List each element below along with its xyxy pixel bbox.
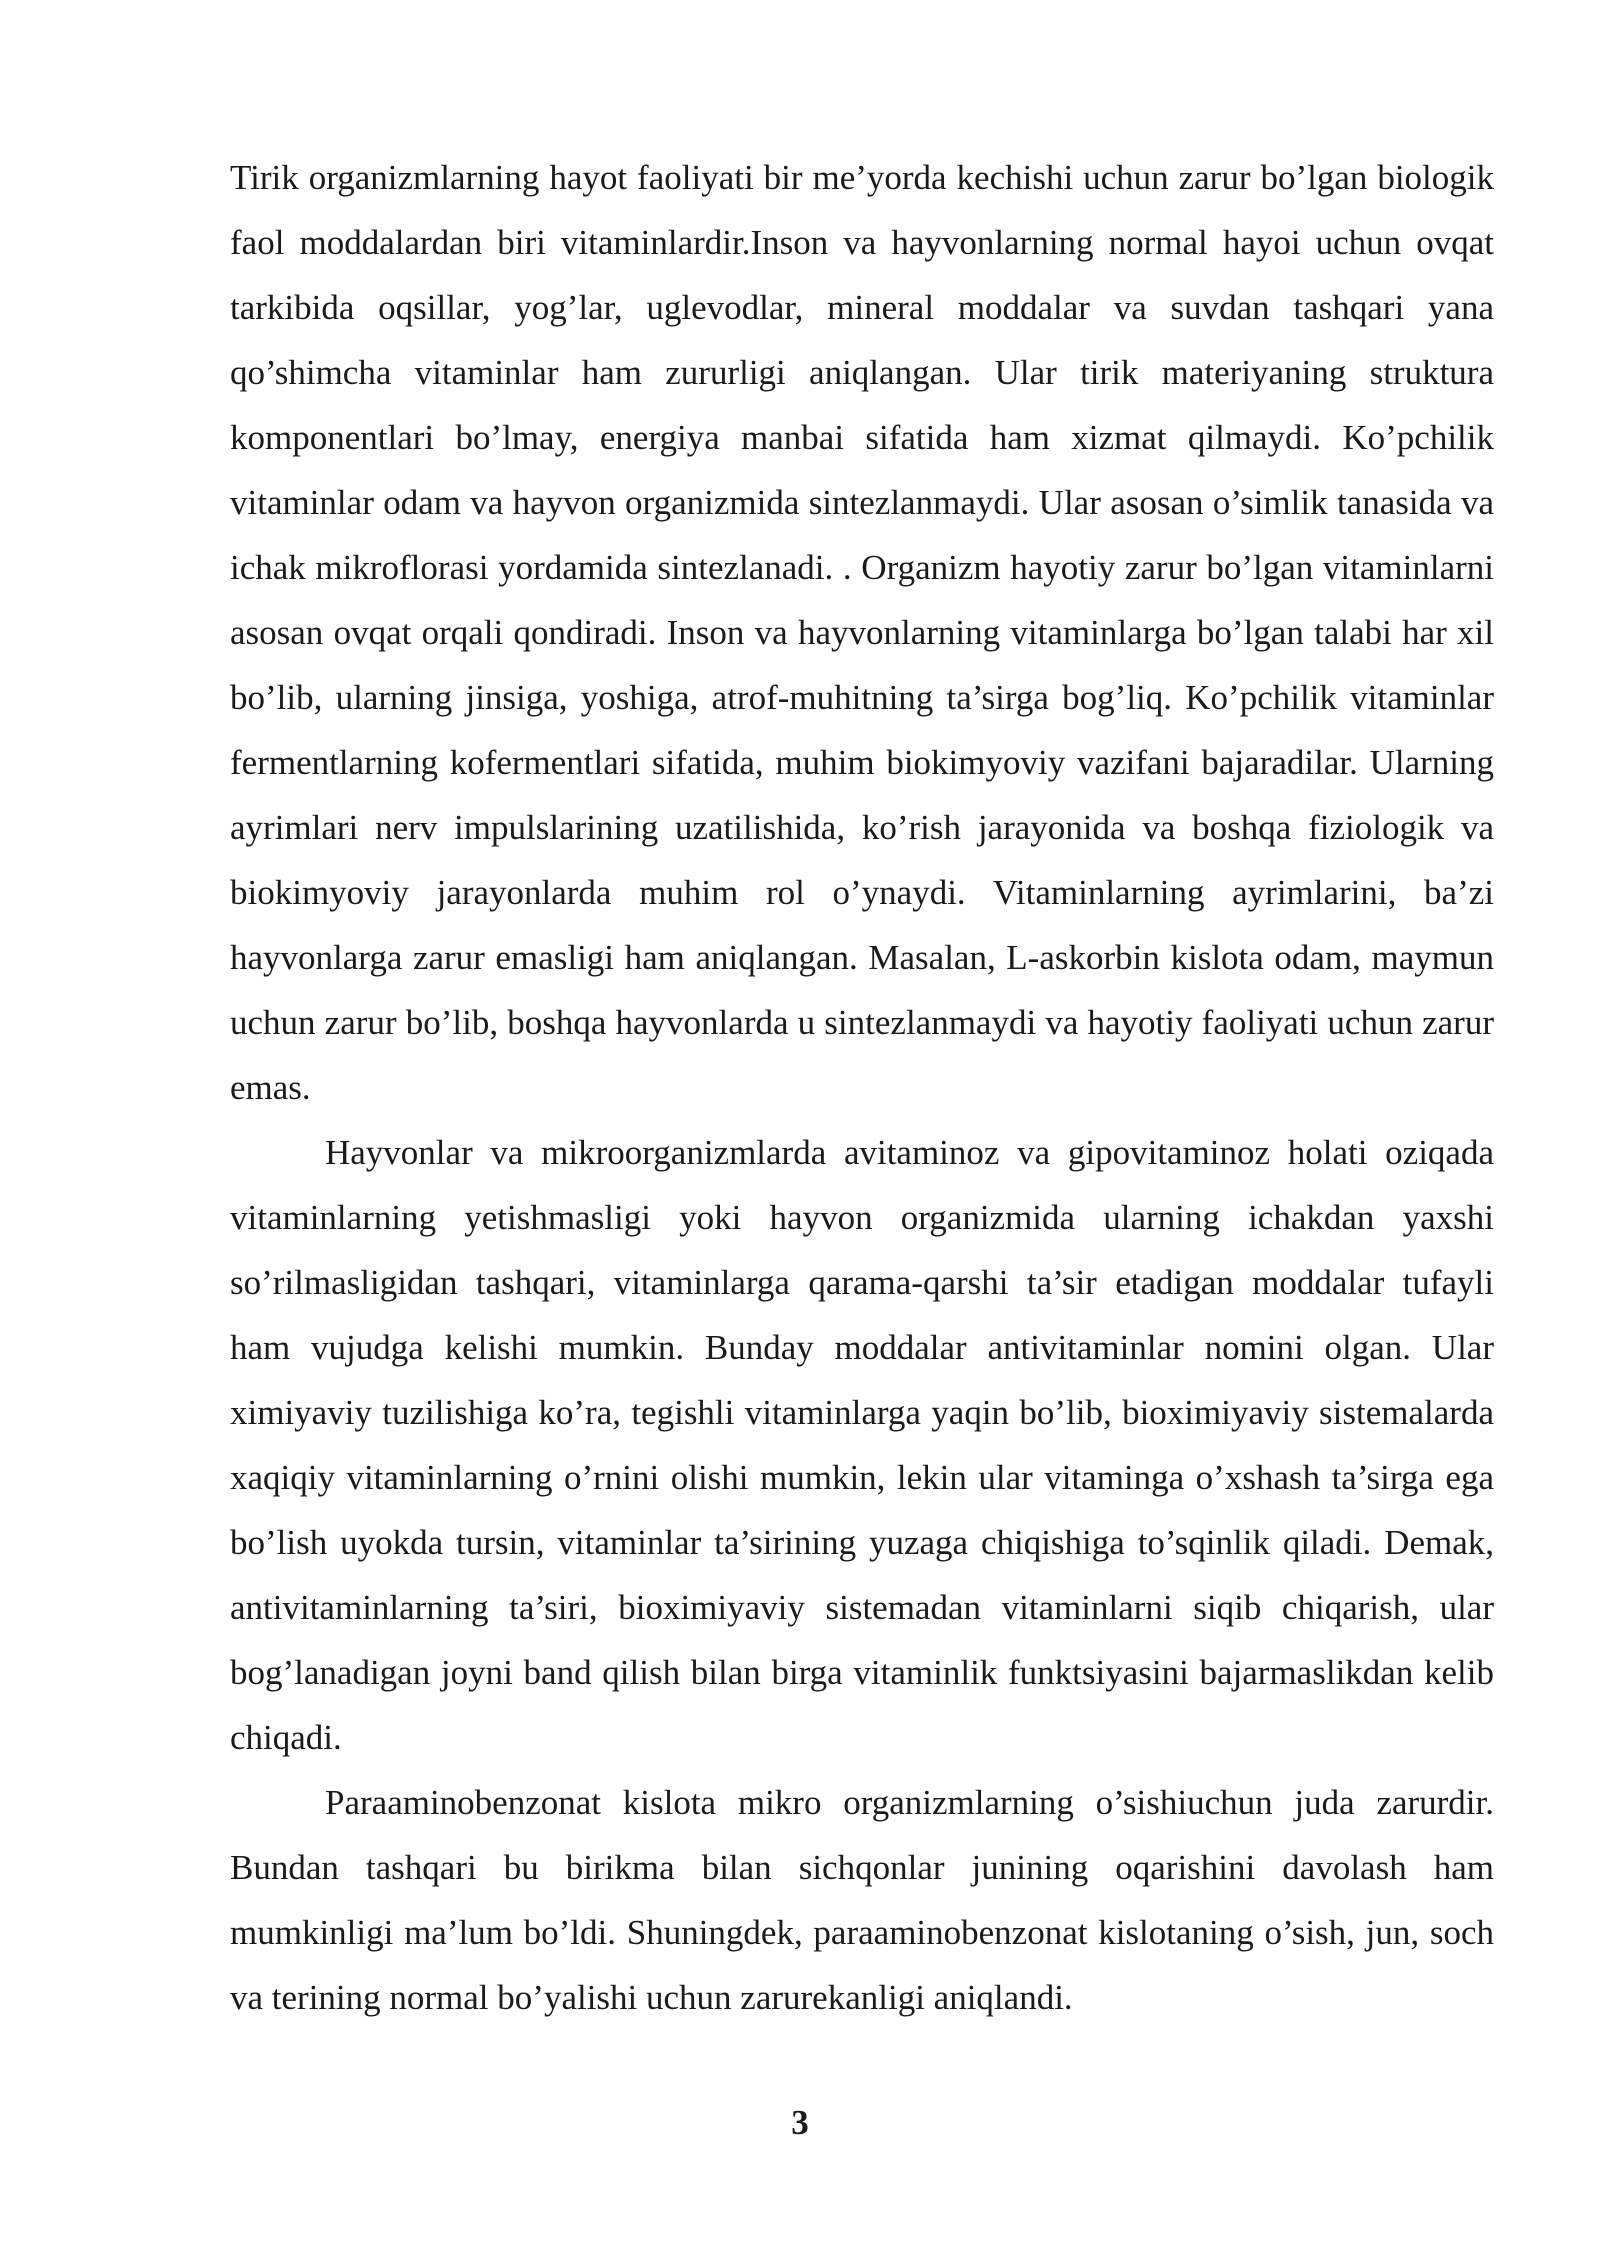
paragraph-vitamins-intro: Tirik organizmlarning hayot faoliyati bir me’yorda kechishi uchun zarur bo’lgan biologik faol moddalardan biri vitaminlardir.Inson va hayvonlarning normal hayoi uchun ovqat tarkibida oqsillar, yog’lar, uglevodlar, mineral moddalar va suvdan tashqari yana qo’shimcha vitaminlar ham zururligi aniqlangan. Ular tirik materiyaning struktura komponentlari bo’lmay, energiya manbai sifatida ham xizmat qilmaydi. Ko’pchilik vitaminlar odam va hayvon organizmida sintezlanmaydi. Ular asosan o’simlik tanasida va ichak mikroflorasi yordamida sintezlanadi. . Organizm hayotiy zarur bo’lgan vitaminlarni asosan ovqat orqali qondiradi. Inson va hayvonlarning vitaminlarga bo’lgan talabi har xil bo’lib, ularning jinsiga, yoshiga, atrof-muhitning ta’sirga bog’liq. Ko’pchilik vitaminlar fermentlarning kofermentlari sifatida, muhim biokimyoviy vazifani bajaradilar. Ularning ayrimlari nerv impulslarining uzatilishida, ko’rish jarayonida va boshqa fiziologik va biokimyoviy jarayonlarda muhim rol o’ynaydi. Vitaminlarning ayrimlarini, ba’zi hayvonlarga zarur emasligi ham aniqlangan. Masalan, L-askorbin kislota odam, maymun uchun zarur bo’lib, boshqa hayvonlarda u sintezlanmaydi va hayotiy faoliyati uchun zarur emas. <box>230 158 1494 1107</box>
paragraph-antivitamins: Hayvonlar va mikroorganizmlarda avitaminoz va gipovitaminoz holati oziqada vitaminlarning yetishmasligi yoki hayvon organizmida ularning ichakdan yaxshi so’rilmasligidan tashqari, vitaminlarga qarama-qarshi ta’sir etadigan moddalar tufayli ham vujudga kelishi mumkin. Bunday moddalar antivitaminlar nomini olgan. Ular ximiyaviy tuzilishiga ko’ra, tegishli vitaminlarga yaqin bo’lib, bioximiyaviy sistemalarda xaqiqiy vitaminlarning o’rnini olishi mumkin, lekin ular vitaminga o’xshash ta’sirga ega bo’lish uyokda tursin, vitaminlar ta’sirining yuzaga chiqishiga to’sqinlik qiladi. Demak, antivitaminlarning ta’siri, bioximiyaviy sistemadan vitaminlarni siqib chiqarish, ular bog’lanadigan joyni band qilish bilan birga vitaminlik funktsiyasini bajarmaslikdan kelib chiqadi. <box>230 1133 1494 1757</box>
page-number: 3 <box>791 2103 809 2142</box>
body-text <box>230 145 1494 2030</box>
paragraph-paraaminobenzoic-acid: Paraaminobenzonat kislota mikro organizmlarning o’sishiuchun juda zarurdir. Bundan tashqari bu birikma bilan sichqonlar junining oqarishini davolash ham mumkinligi ma’lum bo’ldi. Shuningdek, paraaminobenzonat kislotaning o’sish, jun, soch va terining normal bo’yalishi uchun zarurekanligi aniqlandi. <box>230 1783 1494 2017</box>
